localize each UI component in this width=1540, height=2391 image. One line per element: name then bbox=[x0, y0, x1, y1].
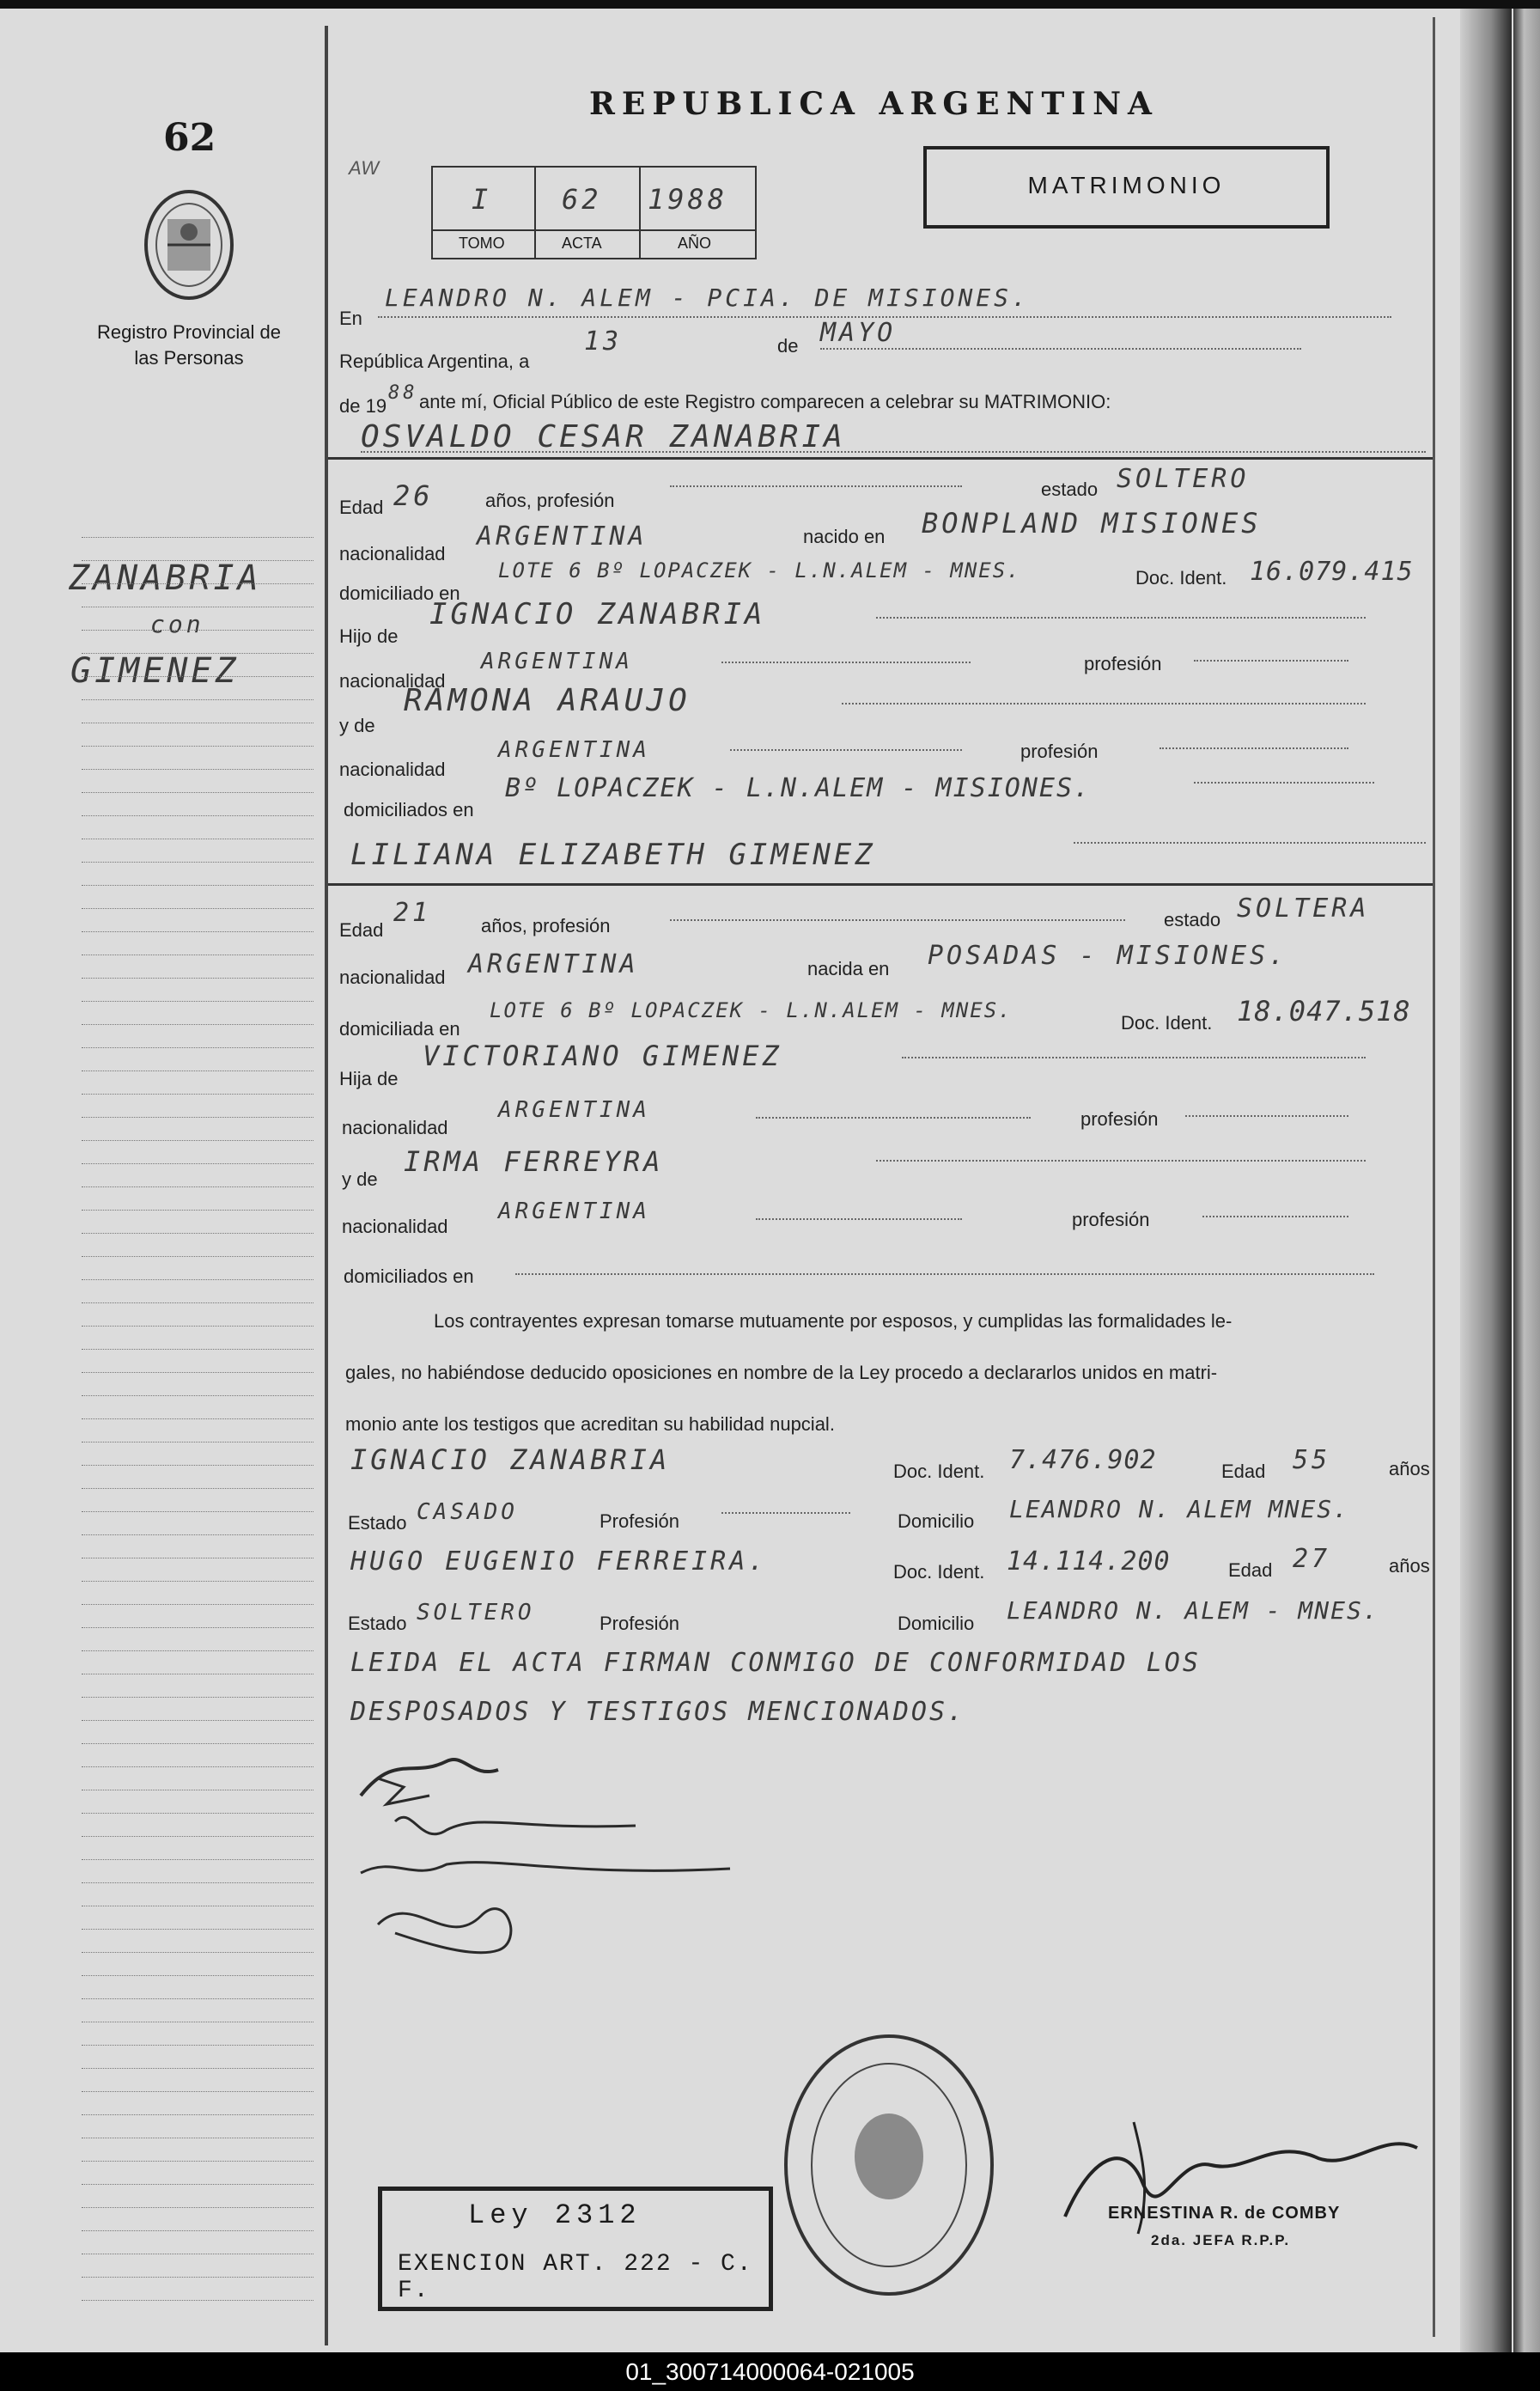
country-title: REPUBLICA ARGENTINA bbox=[589, 86, 1159, 122]
margin-rule-line bbox=[82, 1859, 313, 1861]
margin-rule-line bbox=[82, 1001, 313, 1003]
witness2-doc: 14.114.200 bbox=[1007, 1546, 1171, 1577]
margin-rule-line bbox=[82, 723, 313, 724]
witness1-dom-label: Domicilio bbox=[898, 1510, 975, 1532]
bride-estado-label: estado bbox=[1164, 909, 1221, 930]
margin-rule-line bbox=[82, 1117, 313, 1119]
bride-estado: SOLTERA bbox=[1237, 894, 1370, 924]
margin-rule-line bbox=[82, 2138, 313, 2139]
provincial-coat-of-arms-icon bbox=[137, 185, 240, 305]
margin-rule-line bbox=[82, 1302, 313, 1304]
witness1-edad: 55 bbox=[1293, 1445, 1331, 1475]
margin-rule-line bbox=[82, 1882, 313, 1884]
margin-rule-line bbox=[82, 1279, 313, 1281]
margin-rule-line bbox=[82, 560, 313, 562]
groom-mother-nac: ARGENTINA bbox=[498, 737, 650, 763]
margin-rule-line bbox=[82, 1790, 313, 1791]
official-name: ERNESTINA R. de COMBY bbox=[1108, 2204, 1341, 2223]
registry-name: Registro Provincial de las Personas bbox=[97, 321, 281, 369]
year-value: 88 bbox=[388, 382, 418, 404]
margin-rule-line bbox=[82, 908, 313, 910]
margin-rule-line bbox=[82, 1975, 313, 1977]
bride-father-nac-label: nacionalidad bbox=[342, 1117, 448, 1138]
margin-rule-line bbox=[82, 2184, 313, 2186]
margin-rule-line bbox=[82, 1511, 313, 1513]
margin-rule-line bbox=[82, 839, 313, 840]
bride-father: VICTORIANO GIMENEZ bbox=[423, 1040, 782, 1072]
groom-name: OSVALDO CESAR ZANABRIA bbox=[361, 419, 846, 454]
witness1-doc: 7.476.902 bbox=[1009, 1445, 1157, 1475]
margin-rule-line bbox=[82, 1650, 313, 1652]
groom-yde-label: y de bbox=[339, 715, 375, 736]
declaration-line-1: Los contrayentes expresan tomarse mutuamente por esposos, y cumplidas las formalidades le- bbox=[434, 1310, 1233, 1332]
witness2-estado: SOLTERO bbox=[417, 1600, 535, 1626]
margin-rule-line bbox=[82, 1929, 313, 1930]
record-type-box bbox=[923, 146, 1330, 229]
official-title: 2da. JEFA R.P.P. bbox=[1151, 2232, 1291, 2248]
margin-rule-line bbox=[82, 1488, 313, 1490]
ano-label: AÑO bbox=[678, 235, 712, 252]
groom-doms-label: domiciliados en bbox=[344, 799, 474, 820]
margin-rule-line bbox=[82, 978, 313, 979]
margin-rule-line bbox=[82, 1906, 313, 1907]
bride-doc-label: Doc. Ident. bbox=[1121, 1012, 1213, 1034]
tomo-acta-box bbox=[431, 166, 757, 259]
closing-line-2: DESPOSADOS Y TESTIGOS MENCIONADOS. bbox=[350, 1697, 966, 1727]
groom-nac-label: nacionalidad bbox=[339, 543, 446, 564]
acta-value: 62 bbox=[562, 183, 602, 216]
declaration-line-3: monio ante los testigos que acreditan su habilidad nupcial. bbox=[345, 1413, 835, 1435]
margin-groom-surname: ZANABRIA bbox=[69, 558, 262, 598]
witness2-dom-label: Domicilio bbox=[898, 1613, 975, 1634]
exemption-text: EXENCION ART. 222 - C. F. bbox=[398, 2251, 753, 2304]
groom-estado: SOLTERO bbox=[1117, 464, 1250, 494]
margin-rule-line bbox=[82, 2045, 313, 2046]
margin-rule-line bbox=[82, 792, 313, 794]
declaration-line-2: gales, no habiéndose deducido oposiciones en nombre de la Ley procedo a declararlos unidos en matri- bbox=[345, 1362, 1218, 1383]
bride-yde-label: y de bbox=[342, 1168, 378, 1190]
bride-dom: LOTE 6 Bº LOPACZEK - L.N.ALEM - MNES. bbox=[490, 998, 1013, 1022]
republica-label: República Argentina, a bbox=[339, 351, 530, 372]
witness2-prof-label: Profesión bbox=[600, 1613, 679, 1634]
margin-rule-line bbox=[82, 1326, 313, 1327]
groom-dom-label: domiciliado en bbox=[339, 583, 460, 604]
bride-mother-prof-label: profesión bbox=[1072, 1209, 1150, 1230]
de-label: de bbox=[777, 335, 799, 357]
initials: AW bbox=[349, 157, 380, 179]
signatures bbox=[344, 1727, 773, 1985]
margin-rule-line bbox=[82, 2068, 313, 2070]
margin-rule-line bbox=[82, 1349, 313, 1351]
bride-doc: 18.047.518 bbox=[1237, 995, 1411, 1028]
margin-rule-line bbox=[82, 1163, 313, 1165]
margin-rule-line bbox=[82, 746, 313, 747]
closing-line-1: LEIDA EL ACTA FIRMAN CONMIGO DE CONFORMIDAD LOS bbox=[350, 1648, 1201, 1678]
margin-rule-line bbox=[82, 1604, 313, 1606]
groom-dom: LOTE 6 Bº LOPACZEK - L.N.ALEM - MNES. bbox=[498, 558, 1021, 583]
margin-rule-line bbox=[82, 955, 313, 956]
margin-connector: con bbox=[150, 610, 204, 638]
margin-rule-line bbox=[82, 1442, 313, 1443]
margin-rule-line bbox=[82, 1720, 313, 1722]
bride-hija-label: Hija de bbox=[339, 1068, 399, 1089]
bride-nacida: POSADAS - MISIONES. bbox=[928, 941, 1288, 971]
bride-name: LILIANA ELIZABETH GIMENEZ bbox=[350, 838, 876, 872]
page-edge bbox=[1513, 9, 1540, 2352]
groom-anos-prof: años, profesión bbox=[485, 490, 615, 511]
ano-value: 1988 bbox=[648, 183, 728, 216]
margin-rule-line bbox=[82, 1998, 313, 2000]
page-number: 62 bbox=[163, 116, 216, 160]
bride-mother-nac-label: nacionalidad bbox=[342, 1216, 448, 1237]
margin-rule-line bbox=[82, 1070, 313, 1072]
groom-nac: ARGENTINA bbox=[477, 522, 648, 552]
bride-edad-label: Edad bbox=[339, 919, 384, 941]
exemption-stamp bbox=[378, 2187, 773, 2311]
en-label: En bbox=[339, 308, 362, 329]
bride-edad: 21 bbox=[393, 898, 432, 928]
witness2-edad: 27 bbox=[1293, 1544, 1331, 1574]
margin-rule-line bbox=[82, 2161, 313, 2162]
witness1-estado: CASADO bbox=[417, 1499, 518, 1525]
margin-rule-line bbox=[82, 537, 313, 539]
bride-nacida-label: nacida en bbox=[807, 958, 890, 979]
margin-rule-line bbox=[82, 1256, 313, 1258]
witness1-name: IGNACIO ZANABRIA bbox=[350, 1443, 671, 1476]
bride-father-nac: ARGENTINA bbox=[498, 1097, 650, 1123]
groom-father-nac-label: nacionalidad bbox=[339, 670, 446, 692]
groom-father: IGNACIO ZANABRIA bbox=[429, 597, 766, 631]
margin-rule-line bbox=[82, 1233, 313, 1235]
margin-rule-line bbox=[82, 1627, 313, 1629]
margin-rule-line bbox=[82, 2022, 313, 2023]
right-margin-line bbox=[1433, 17, 1435, 2337]
groom-father-nac: ARGENTINA bbox=[481, 649, 633, 674]
margin-rule-line bbox=[82, 1697, 313, 1699]
margin-rule-line bbox=[82, 1465, 313, 1467]
margin-line bbox=[325, 26, 328, 2345]
margin-rule-line bbox=[82, 607, 313, 608]
witness1-prof-label: Profesión bbox=[600, 1510, 679, 1532]
registry-seal-icon bbox=[777, 2028, 1001, 2303]
margin-rule-line bbox=[82, 2230, 313, 2232]
acta-label: ACTA bbox=[562, 235, 602, 252]
margin-rule-line bbox=[82, 1418, 313, 1420]
year-label: de 19 bbox=[339, 395, 387, 417]
groom-father-prof-label: profesión bbox=[1084, 653, 1162, 674]
margin-rule-line bbox=[82, 1024, 313, 1026]
margin-rule-line bbox=[82, 1766, 313, 1768]
bride-nac-label: nacionalidad bbox=[339, 967, 446, 988]
month-value: MAYO bbox=[820, 318, 897, 348]
margin-rule-line bbox=[82, 630, 313, 631]
witness2-anos-label: años bbox=[1389, 1555, 1430, 1577]
groom-edad: 26 bbox=[393, 479, 434, 512]
groom-estado-label: estado bbox=[1041, 479, 1099, 500]
witness1-anos-label: años bbox=[1389, 1458, 1430, 1479]
margin-rule-line bbox=[82, 1952, 313, 1954]
groom-edad-label: Edad bbox=[339, 497, 384, 518]
margin-rule-line bbox=[82, 1743, 313, 1745]
groom-doc-label: Doc. Ident. bbox=[1135, 567, 1227, 589]
record-type: MATRIMONIO bbox=[1027, 172, 1226, 198]
margin-rule-line bbox=[82, 1186, 313, 1188]
place-value: LEANDRO N. ALEM - PCIA. DE MISIONES. bbox=[385, 284, 1030, 312]
witness2-edad-label: Edad bbox=[1228, 1559, 1273, 1581]
margin-rule-line bbox=[82, 1395, 313, 1397]
margin-rule-line bbox=[82, 1140, 313, 1142]
bride-anos-prof: años, profesión bbox=[481, 915, 611, 936]
witness2-doc-label: Doc. Ident. bbox=[893, 1561, 985, 1583]
margin-rule-line bbox=[82, 1372, 313, 1374]
margin-rule-line bbox=[82, 931, 313, 933]
margin-rule-line bbox=[82, 2277, 313, 2278]
groom-nacido-label: nacido en bbox=[803, 526, 886, 547]
bride-mother-nac: ARGENTINA bbox=[498, 1199, 650, 1224]
margin-rule-line bbox=[82, 1210, 313, 1211]
margin-rule-line bbox=[82, 1836, 313, 1838]
witness2-dom: LEANDRO N. ALEM - MNES. bbox=[1007, 1596, 1379, 1625]
margin-rule-line bbox=[82, 815, 313, 817]
margin-rule-line bbox=[82, 1534, 313, 1536]
margin-rule-line bbox=[82, 2091, 313, 2093]
margin-rule-line bbox=[82, 653, 313, 655]
groom-mother-nac-label: nacionalidad bbox=[339, 759, 446, 780]
margin-rule-line bbox=[82, 1094, 313, 1095]
groom-doc: 16.079.415 bbox=[1250, 557, 1414, 587]
witness1-dom: LEANDRO N. ALEM MNES. bbox=[1009, 1495, 1350, 1523]
margin-rule-line bbox=[82, 583, 313, 585]
margin-rule-line bbox=[82, 862, 313, 863]
book-spine bbox=[1460, 9, 1512, 2352]
margin-rule-line bbox=[82, 676, 313, 678]
intro-text: ante mí, Oficial Público de este Registro comparecen a celebrar su MATRIMONIO: bbox=[419, 391, 1111, 412]
tomo-value: I bbox=[472, 183, 492, 216]
bride-dom-label: domiciliada en bbox=[339, 1018, 460, 1040]
margin-rule-line bbox=[82, 2254, 313, 2255]
bride-nac: ARGENTINA bbox=[468, 949, 639, 979]
margin-rule-line bbox=[82, 885, 313, 887]
margin-rule-line bbox=[82, 2207, 313, 2209]
bride-mother: IRMA FERREYRA bbox=[404, 1145, 664, 1178]
margin-bride-surname: GIMENEZ bbox=[70, 651, 240, 691]
margin-rule-line bbox=[82, 1581, 313, 1583]
margin-rule-line bbox=[82, 2114, 313, 2116]
day-value: 13 bbox=[584, 326, 623, 357]
margin-rule-line bbox=[82, 1674, 313, 1675]
witness2-estado-label: Estado bbox=[348, 1613, 407, 1634]
witness1-estado-label: Estado bbox=[348, 1512, 407, 1534]
margin-rule-line bbox=[82, 1558, 313, 1559]
bride-father-prof-label: profesión bbox=[1080, 1108, 1159, 1130]
law-number: Ley 2312 bbox=[468, 2199, 642, 2231]
margin-rule-line bbox=[82, 2300, 313, 2302]
tomo-label: TOMO bbox=[459, 235, 505, 252]
witness2-name: HUGO EUGENIO FERREIRA. bbox=[350, 1546, 768, 1577]
margin-rule-line bbox=[82, 699, 313, 701]
margin-rule-line bbox=[82, 1813, 313, 1815]
groom-mother-prof-label: profesión bbox=[1020, 741, 1099, 762]
margin-rule-line bbox=[82, 769, 313, 771]
groom-mother: RAMONA ARAUJO bbox=[404, 683, 691, 718]
groom-hijo-label: Hijo de bbox=[339, 625, 399, 647]
witness1-edad-label: Edad bbox=[1221, 1461, 1266, 1482]
groom-doms: Bº LOPACZEK - L.N.ALEM - MISIONES. bbox=[505, 773, 1092, 803]
image-identifier: 01_300714000064-021005 bbox=[0, 2352, 1540, 2391]
bride-doms-label: domiciliados en bbox=[344, 1266, 474, 1287]
witness1-doc-label: Doc. Ident. bbox=[893, 1461, 985, 1482]
groom-nacido: BONPLAND MISIONES bbox=[922, 507, 1262, 540]
margin-rule-line bbox=[82, 1047, 313, 1049]
